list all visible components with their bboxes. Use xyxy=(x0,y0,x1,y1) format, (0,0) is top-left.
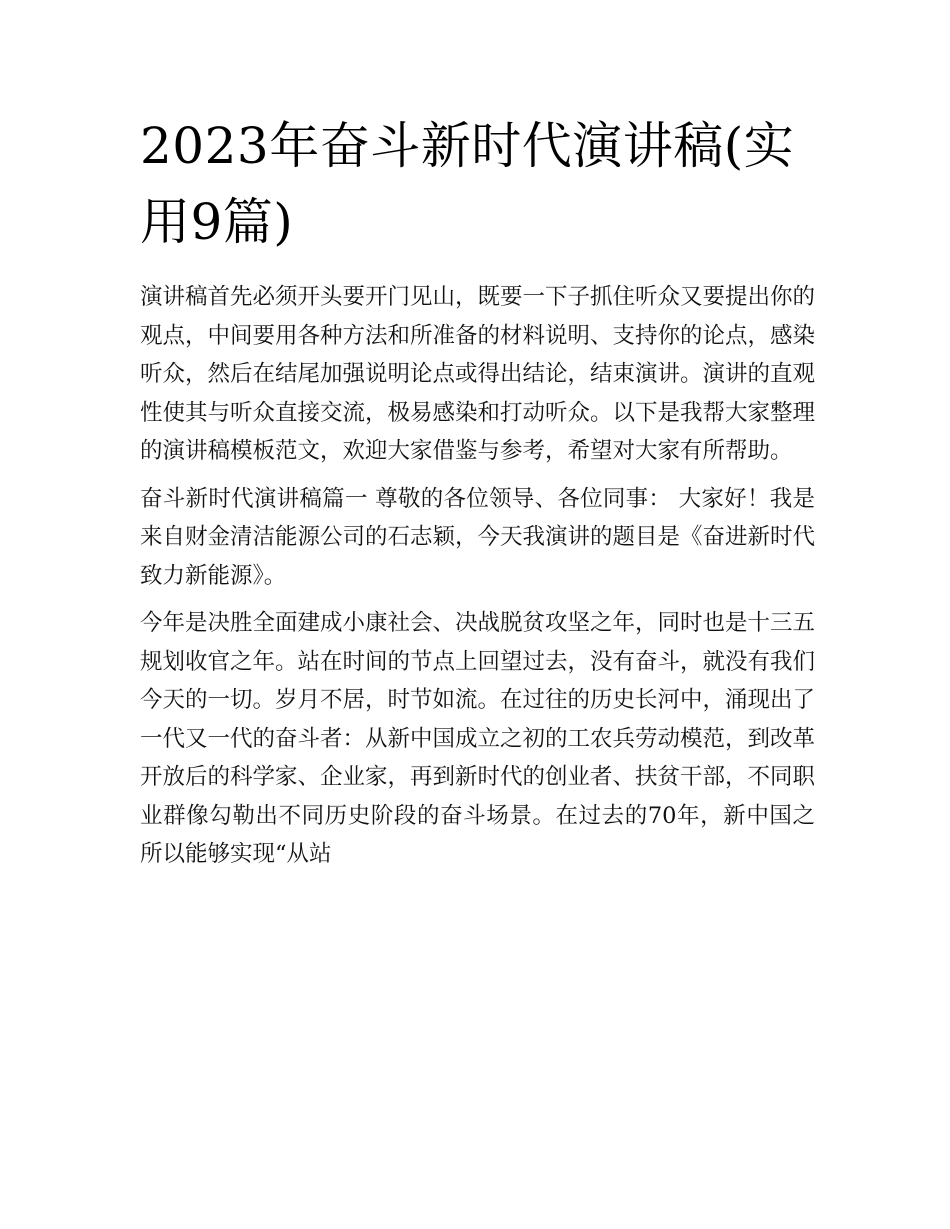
document-content xyxy=(140,108,815,883)
document-title: 2023年奋斗新时代演讲稿(实用9篇) xyxy=(140,117,795,251)
paragraph-intro: 演讲稿首先必须开头要开门见山，既要一下子抓住听众又要提出你的观点，中间要用各种方法和所准备的材料说明、支持你的论点，感染听众，然后在结尾加强说明论点或得出结论，结束演讲。演讲的直观性使其与听众直接交流，极易感染和打动听众。以下是我帮大家整理的演讲稿模板范文，欢迎大家借鉴与参考，希望对大家有所帮助。 xyxy=(140,284,816,464)
document-body xyxy=(140,278,815,874)
paragraph-speech-body: 今年是决胜全面建成小康社会、决战脱贫攻坚之年，同时也是十三五规划收官之年。站在时间的节点上回望过去，没有奋斗，就没有我们今天的一切。岁月不居，时节如流。在过往的历史长河中，涌现出了一代又一代的奋斗者：从新中国成立之初的工农兵劳动模范，到改革开放后的科学家、企业家，再到新时代的创业者、扶贫干部，不同职业群像勾勒出不同历史阶段的奋斗场景。在过去的70年，新中国之所以能够实现“从站 xyxy=(140,610,816,867)
paragraph-speech-opening: 奋斗新时代演讲稿篇一 尊敬的各位领导、各位同事： 大家好！我是来自财金清洁能源公司的石志颖，今天我演讲的题目是《奋进新时代致力新能源》。 xyxy=(140,485,816,589)
